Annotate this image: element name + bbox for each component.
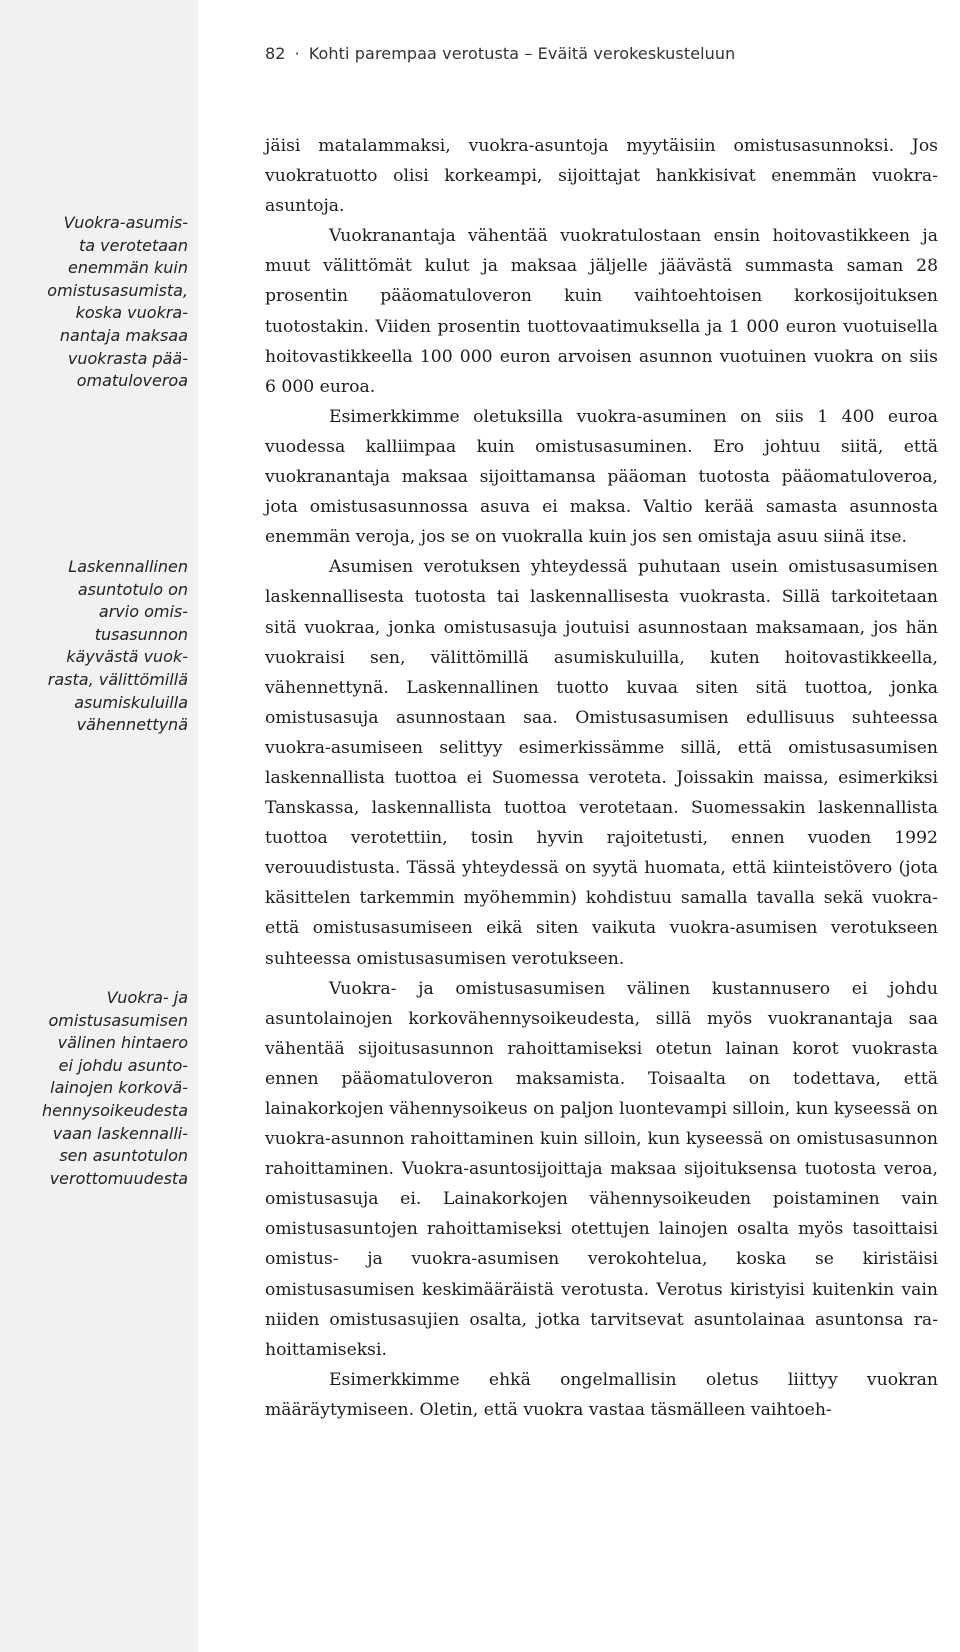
paragraph: Vuokranantaja vähentää vuokratulostaan ensin hoitovastikkeen ja muut välittömät kulut ja maksaa jäljelle jäävästä summasta saman 28 prosentin pääomatuloveron kuin vaihtoehtoisen korkosijoituksen tuotostakin. Viiden prosentin tuottovaatimuksella ja 1 000 euron vuotuisella hoitovastikkeella 100 000 euron arvoisen asunnon vuotuinen vuokra on siis 6 000 euroa. <box>265 226 938 397</box>
header-separator: · <box>294 44 300 63</box>
margin-note-price-difference: Vuokra- ja omistusasumisen välinen hintaero ei johdu asunto- lainojen korkovä- hennysoikeudesta vaan laskennalli- sen asuntotulon verottomuudesta <box>42 988 188 1188</box>
page-number: 82 <box>265 44 286 63</box>
body-text <box>265 131 938 1425</box>
book-title: Kohti parempaa verotusta – Eväitä verokeskusteluun <box>308 44 736 63</box>
margin-note-imputed-income: Laskennallinen asuntotulo on arvio omis- tusasunnon käyvästä vuok- rasta, välittömillä asumiskuluilla vähennettynä <box>47 557 188 735</box>
paragraph: Esimerkkimme ehkä ongelmallisin oletus liittyy vuokran määräytymiseen. Oletin, että vuokra vastaa täsmälleen vaihtoeh- <box>265 1369 938 1420</box>
paragraph: Vuokra- ja omistusasumisen välinen kustannusero ei johdu asuntolainojen korkovähennysoikeudesta, sillä myös vuokranantaja saa vähentää sijoitusasunnon rahoittamiseksi otetun lainan korot vuokrasta ennen pääomatuloveron maksamista. Toisaalta on todettava, että lainakorkojen vähennysoikeus on paljon luontevampi silloin, kun kyseessä on vuokra-asunnon rahoittaminen kuin silloin, kun kyseessä on omistusasunnon rahoittaminen. Vuokra-asuntosijoittaja maksaa sijoituksensa tuotosta veroa, omistusasuja ei. Lainakorkojen vähennysoikeuden poistaminen vain omistusasuntojen rahoittamiseksi otettujen lainojen osalta myös tasoittaisi omistus- ja vuokra-asumisen verokohtelua, koska se kiristäisi omistusasumisen keskimääräistä verotusta. Verotus kiristyisi kuitenkin vain niiden omistusasujien osalta, jotka tarvitsevat asuntolainaa asuntonsa rahoittamiseksi. <box>265 978 938 1360</box>
paragraph: Esimerkkimme oletuksilla vuokra-asuminen on siis 1 400 euroa vuodessa kalliimpaa kuin omistusasuminen. Ero johtuu siitä, että vuokranantaja maksaa sijoittamansa pääoman tuotosta pääomatuloveroa, jota omistusasunnossa asuva ei maksa. Valtio kerää samasta asunnosta enemmän veroja, jos se on vuokralla kuin jos sen omistaja asuu siinä itse. <box>265 406 938 548</box>
margin-note-rental-taxation: Vuokra-asumis- ta verotetaan enemmän kuin omistusasumista, koska vuokra- nantaja maksaa vuokrasta pää- omatuloveroa <box>47 213 188 391</box>
paragraph: jäisi matalammaksi, vuokra-asuntoja myytäisiin omistusasunnoksi. Jos vuokratuotto olisi korkeampi, sijoittajat hankkisivat enemmän vuokra-asuntoja. <box>265 136 938 217</box>
running-header <box>265 44 735 63</box>
paragraph: Asumisen verotuksen yhteydessä puhutaan usein omistusasumisen laskennallisesta tuotosta tai laskennallisesta vuokrasta. Sillä tarkoitetaan sitä vuokraa, jonka omistusasuja joutuisi asunnostaan maksamaan, jos hän vuokraisi sen, välittömillä asumiskuluilla, kuten hoitovastikkeella, vähennettynä. Laskennallinen tuotto kuvaa siten sitä tuottoa, jonka omistusasuja asunnostaan saa. Omistusasumisen edullisuus suhteessa vuokra-asumiseen selittyy esimerkissämme sillä, että omistusasumisen laskennallista tuottoa ei Suomessa veroteta. Joissakin maissa, esimerkiksi Tanskassa, laskennallista tuottoa verotetaan. Suomessakin laskennallista tuottoa verotettiin, tosin hyvin rajoitetusti, ennen vuoden 1992 verouudistusta. Tässä yhteydessä on syytä huomata, että kiinteistövero (jota käsittelen tarkemmin myöhemmin) kohdistuu samalla tavalla sekä vuokra- että omistusasumiseen eikä siten vaikuta vuokra-asumisen verotukseen suhteessa omistusasumisen verotukseen. <box>265 557 938 969</box>
